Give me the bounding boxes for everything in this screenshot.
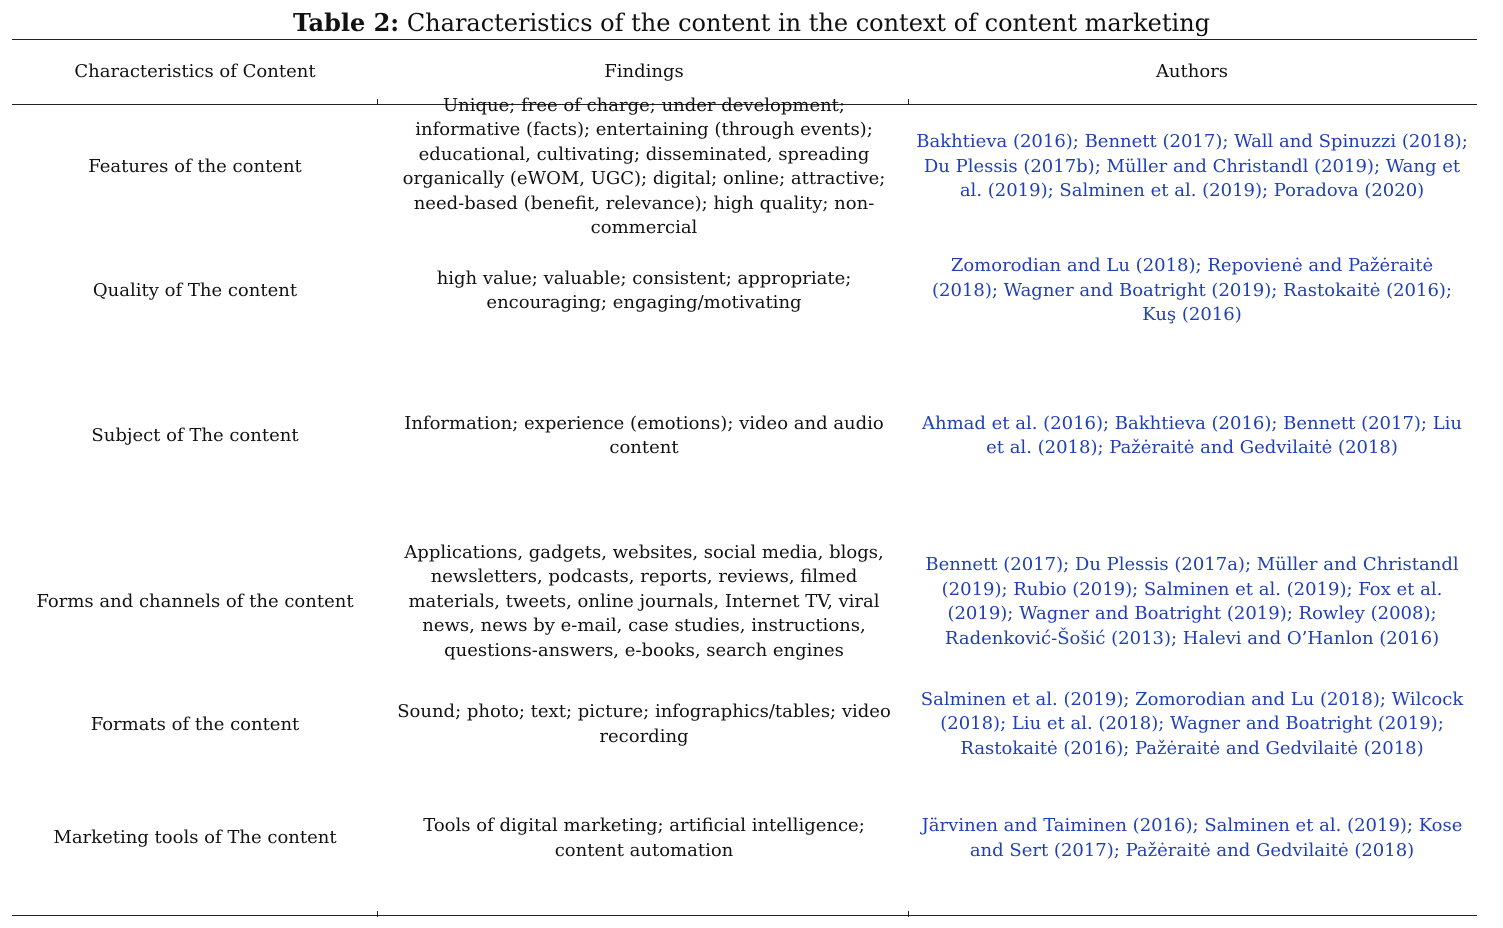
table-row-characteristic: Subject of The content [91,424,299,446]
table-row-characteristic: Forms and channels of the content [36,590,354,612]
table-row-authors[interactable]: Zomorodian and Lu (2018); Repovienė and Pažėraitė (2018); Wagner and Boatright (2019); Rastokaitė (2016); Kuş (2016) [932,255,1452,326]
bottom-rule [12,915,1477,916]
table-row-authors[interactable]: Bennett (2017); Du Plessis (2017a); Müller and Christandl (2019); Rubio (2019); Salminen et al. (2019); Fox et al. (2019); Wagner and Boatright (2019); Rowley (2008); Radenković-Šošić (2013); Halevi and O’Hanlon (2016) [925,554,1459,649]
table-row-authors[interactable]: Järvinen and Taiminen (2016); Salminen et al. (2019); Kose and Sert (2017); Pažėraitė and Gedvilaitė (2018) [921,815,1463,861]
table-row-authors[interactable]: Salminen et al. (2019); Zomorodian and Lu (2018); Wilcock (2018); Liu et al. (2018); Wagner and Boatright (2019); Rastokaitė (2016); Pažėraitė and Gedvilaitė (2018) [920,688,1464,759]
top-rule [12,39,1477,40]
table-row-characteristic: Quality of The content [92,279,298,301]
table-row-findings: Unique; free of charge; under development; informative (facts); entertaining (through events); educational, cultivating; disseminated, spreading organically (eWOM, UGC); digital; online; attractive; need-based (benefit, relevance); high quality; non-commercial [402,94,886,238]
table-caption [0,6,1503,40]
table-row-findings: high value; valuable; consistent; appropriate; encouraging; engaging/motivating [436,267,852,313]
table-row-findings: Sound; photo; text; picture; infographics/tables; video recording [397,701,891,747]
column-divider-tick [908,911,909,917]
column-divider-tick [377,911,378,917]
table-row-characteristic: Marketing tools of The content [53,826,337,848]
column-divider-tick [377,99,378,105]
table-caption-text: Characteristics of the content in the context of content marketing [406,9,1211,37]
header-characteristics: Characteristics of Content [74,61,316,82]
table-row-characteristic: Features of the content [88,155,302,177]
table-row-findings: Applications, gadgets, websites, social media, blogs, newsletters, podcasts, reports, reviews, filmed materials, tweets, online journals, Internet TV, viral news, news by e-mail, case studies, instructions, questions-answers, e-books, search engines [404,541,884,661]
table-row-characteristic: Formats of the content [90,713,300,735]
header-findings: Findings [604,61,684,82]
table-caption-label: Table 2: [292,8,400,37]
header-authors: Authors [1155,61,1229,82]
table-row-authors[interactable]: Ahmad et al. (2016); Bakhtieva (2016); Bennett (2017); Liu et al. (2018); Pažėraitė and Gedvilaitė (2018) [921,412,1463,458]
table-row-authors[interactable]: Bakhtieva (2016); Bennett (2017); Wall and Spinuzzi (2018); Du Plessis (2017b); Müller and Christandl (2019); Wang et al. (2019); Salminen et al. (2019); Poradova (2020) [916,131,1468,202]
table-row-findings: Information; experience (emotions); video and audio content [404,412,884,458]
table-row-findings: Tools of digital marketing; artificial intelligence; content automation [423,815,865,861]
column-divider-tick [908,99,909,105]
